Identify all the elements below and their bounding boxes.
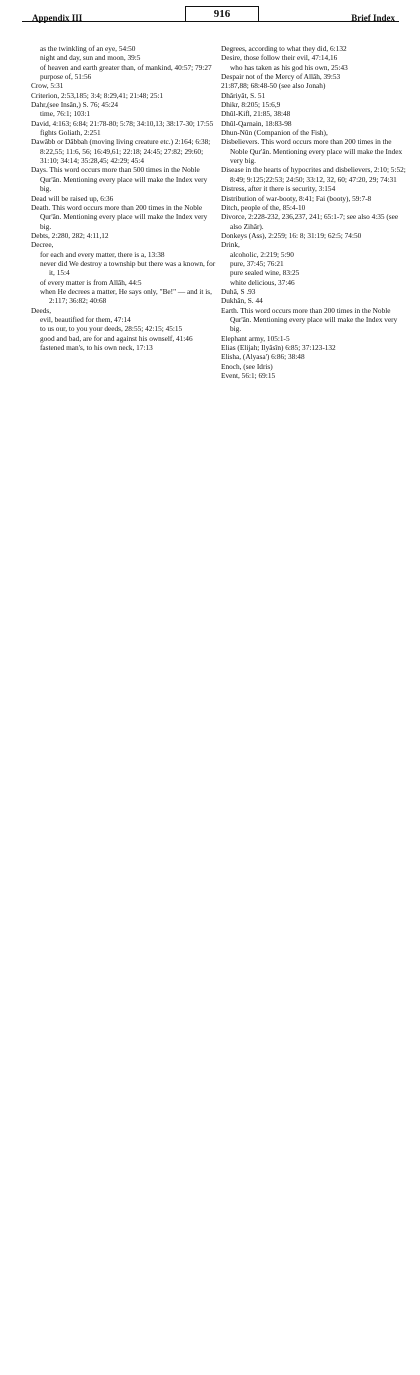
index-entry: Dhâriyât, S. 51: [221, 90, 266, 100]
index-entry: Deeds,: [31, 305, 52, 315]
index-entry: Dhûl-Qarnain, 18:83-98: [221, 118, 292, 128]
index-entry: Criterion, 2:53,185; 3:4; 8:29,41; 21:48; 25:1: [31, 90, 164, 100]
index-entry: alcoholic, 2:219; 5:90: [230, 249, 294, 259]
index-column-right: [221, 44, 408, 380]
index-entry: Days. This word occurs more than 500 times in the Noble Qur'ân. Mentioning every place will make the Index very big.: [31, 165, 208, 194]
index-entry: for each and every matter, there is a, 13:38: [40, 249, 165, 259]
index-entry: Ditch, people of the, 85:4-10: [221, 202, 306, 212]
index-entry: fights Goliath, 2:251: [40, 128, 101, 138]
running-head-right: Brief Index: [351, 13, 395, 23]
index-entry: Degrees, according to what they did, 6:132: [221, 44, 347, 53]
index-entry: of heaven and earth greater than, of mankind, 40:57; 79:27: [40, 62, 212, 72]
index-entry: night and day, sun and moon, 39:5: [40, 53, 141, 63]
index-entry: Dhûl-Kifl, 21:85, 38:48: [221, 109, 291, 119]
index-entry: Dukhân, S. 44: [221, 296, 263, 306]
index-entry: Elephant army, 105:1-5: [221, 333, 290, 343]
index-entry: 21:87,88; 68:48-50 (see also Jonah): [221, 81, 326, 91]
header-rule: [22, 21, 399, 22]
index-entry: never did We destroy a township but there was a known, for it, 15:4: [40, 258, 216, 278]
index-entry: pure, 37:45; 76:21: [230, 258, 284, 268]
index-entry: Disbelievers. This word occurs more than 200 times in the Noble Qur'ân. Mentioning every place will make the Index very big.: [221, 137, 403, 166]
index-entry: Distress, after it there is security, 3:154: [221, 184, 336, 194]
index-entry: Earth. This word occurs more than 200 times in the Noble Qur'ân. Mentioning every place will make the Index very big.: [221, 305, 398, 334]
index-entry: Drink,: [221, 240, 240, 250]
index-entry: Despair not of the Mercy of Allâh, 39:53: [221, 72, 341, 82]
index-entry: Distribution of war-booty, 8:41; Fai (booty), 59:7-8: [221, 193, 372, 203]
index-entry: Death. This word occurs more than 200 times in the Noble Qur'ân. Mentioning every place will make the Index very big.: [31, 202, 208, 231]
index-entry: when He decrees a matter, He says only, "Be!" — and it is, 2:117; 36:82; 40:68: [40, 286, 212, 306]
index-entry: evil, beautified for them, 47:14: [40, 314, 131, 324]
index-entry: Debts, 2:280, 282; 4:11,12: [31, 230, 109, 240]
index-entry: Donkeys (Ass), 2:259; 16: 8; 31:19; 62:5; 74:50: [221, 230, 362, 240]
index-column-left: [31, 44, 216, 352]
index-entry: Dhikr, 8:205; 15:6,9: [221, 100, 281, 110]
index-entry: purpose of, 51:56: [40, 72, 92, 82]
index-entry: Duhâ, S .93: [221, 286, 256, 296]
index-entry: Event, 56:1; 69:15: [221, 371, 276, 381]
index-entry: Dead will be raised up, 6:36: [31, 193, 114, 203]
running-head-left: Appendix III: [32, 13, 83, 23]
index-entry: white delicious, 37:46: [230, 277, 295, 287]
index-entry: fastened man's, to his own neck, 17:13: [40, 343, 153, 352]
index-entry: Desire, those follow their evil, 47:14,16: [221, 53, 338, 63]
index-entry: Dahr,(see Insân,) S. 76; 45:24: [31, 100, 119, 110]
index-entry: Enoch, (see Idris): [221, 361, 273, 371]
index-entry: Dawâbb or Dâbbah (moving living creature etc.) 2:164; 6:38; 8:22,55; 11:6, 56; 16:49,61; 22:18; 24:45; 27:82; 29:60; 31:10; 34:14; 35:28,45; 42:29; 45:4: [31, 137, 211, 166]
index-entry: Divorce, 2:228-232, 236,237, 241; 65:1-7; see also 4:35 (see also Zihâr).: [221, 212, 399, 231]
index-entry: pure sealed wine, 83:25: [230, 268, 300, 278]
index-entry: who has taken as his god his own, 25:43: [230, 62, 348, 72]
page-number: 916: [185, 6, 259, 22]
index-entry: Decree,: [31, 240, 54, 250]
index-entry: Disease in the hearts of hypocrites and disbelievers, 2:10; 5:52; 8:49; 9:125;22:53; 24:50; 33:12, 32, 60; 47:20, 29; 74:31: [221, 165, 406, 184]
index-entry: Elisha, (Alyasa') 6:86; 38:48: [221, 352, 305, 362]
index-entry: Elias (Elijah; Ilyâsîn) 6:85; 37:123-132: [221, 343, 336, 352]
index-entry: of every matter is from Allâh, 44:5: [40, 277, 142, 287]
index-entry: Crow, 5:31: [31, 81, 64, 91]
index-entry: as the twinkling of an eye, 54:50: [40, 44, 136, 53]
index-entry: Dhun-Nûn (Companion of the Fish),: [221, 128, 328, 138]
index-entry: David, 4:163; 6:84; 21:78-80; 5:78; 34:10,13; 38:17-30; 17:55: [31, 118, 214, 128]
index-entry: good and bad, are for and against his ownself, 41:46: [40, 333, 193, 343]
page-header: [22, 6, 399, 32]
index-entry: to us our, to you your deeds, 28:55; 42:15; 45:15: [40, 324, 183, 334]
index-entry: time, 76:1; 103:1: [40, 109, 91, 119]
